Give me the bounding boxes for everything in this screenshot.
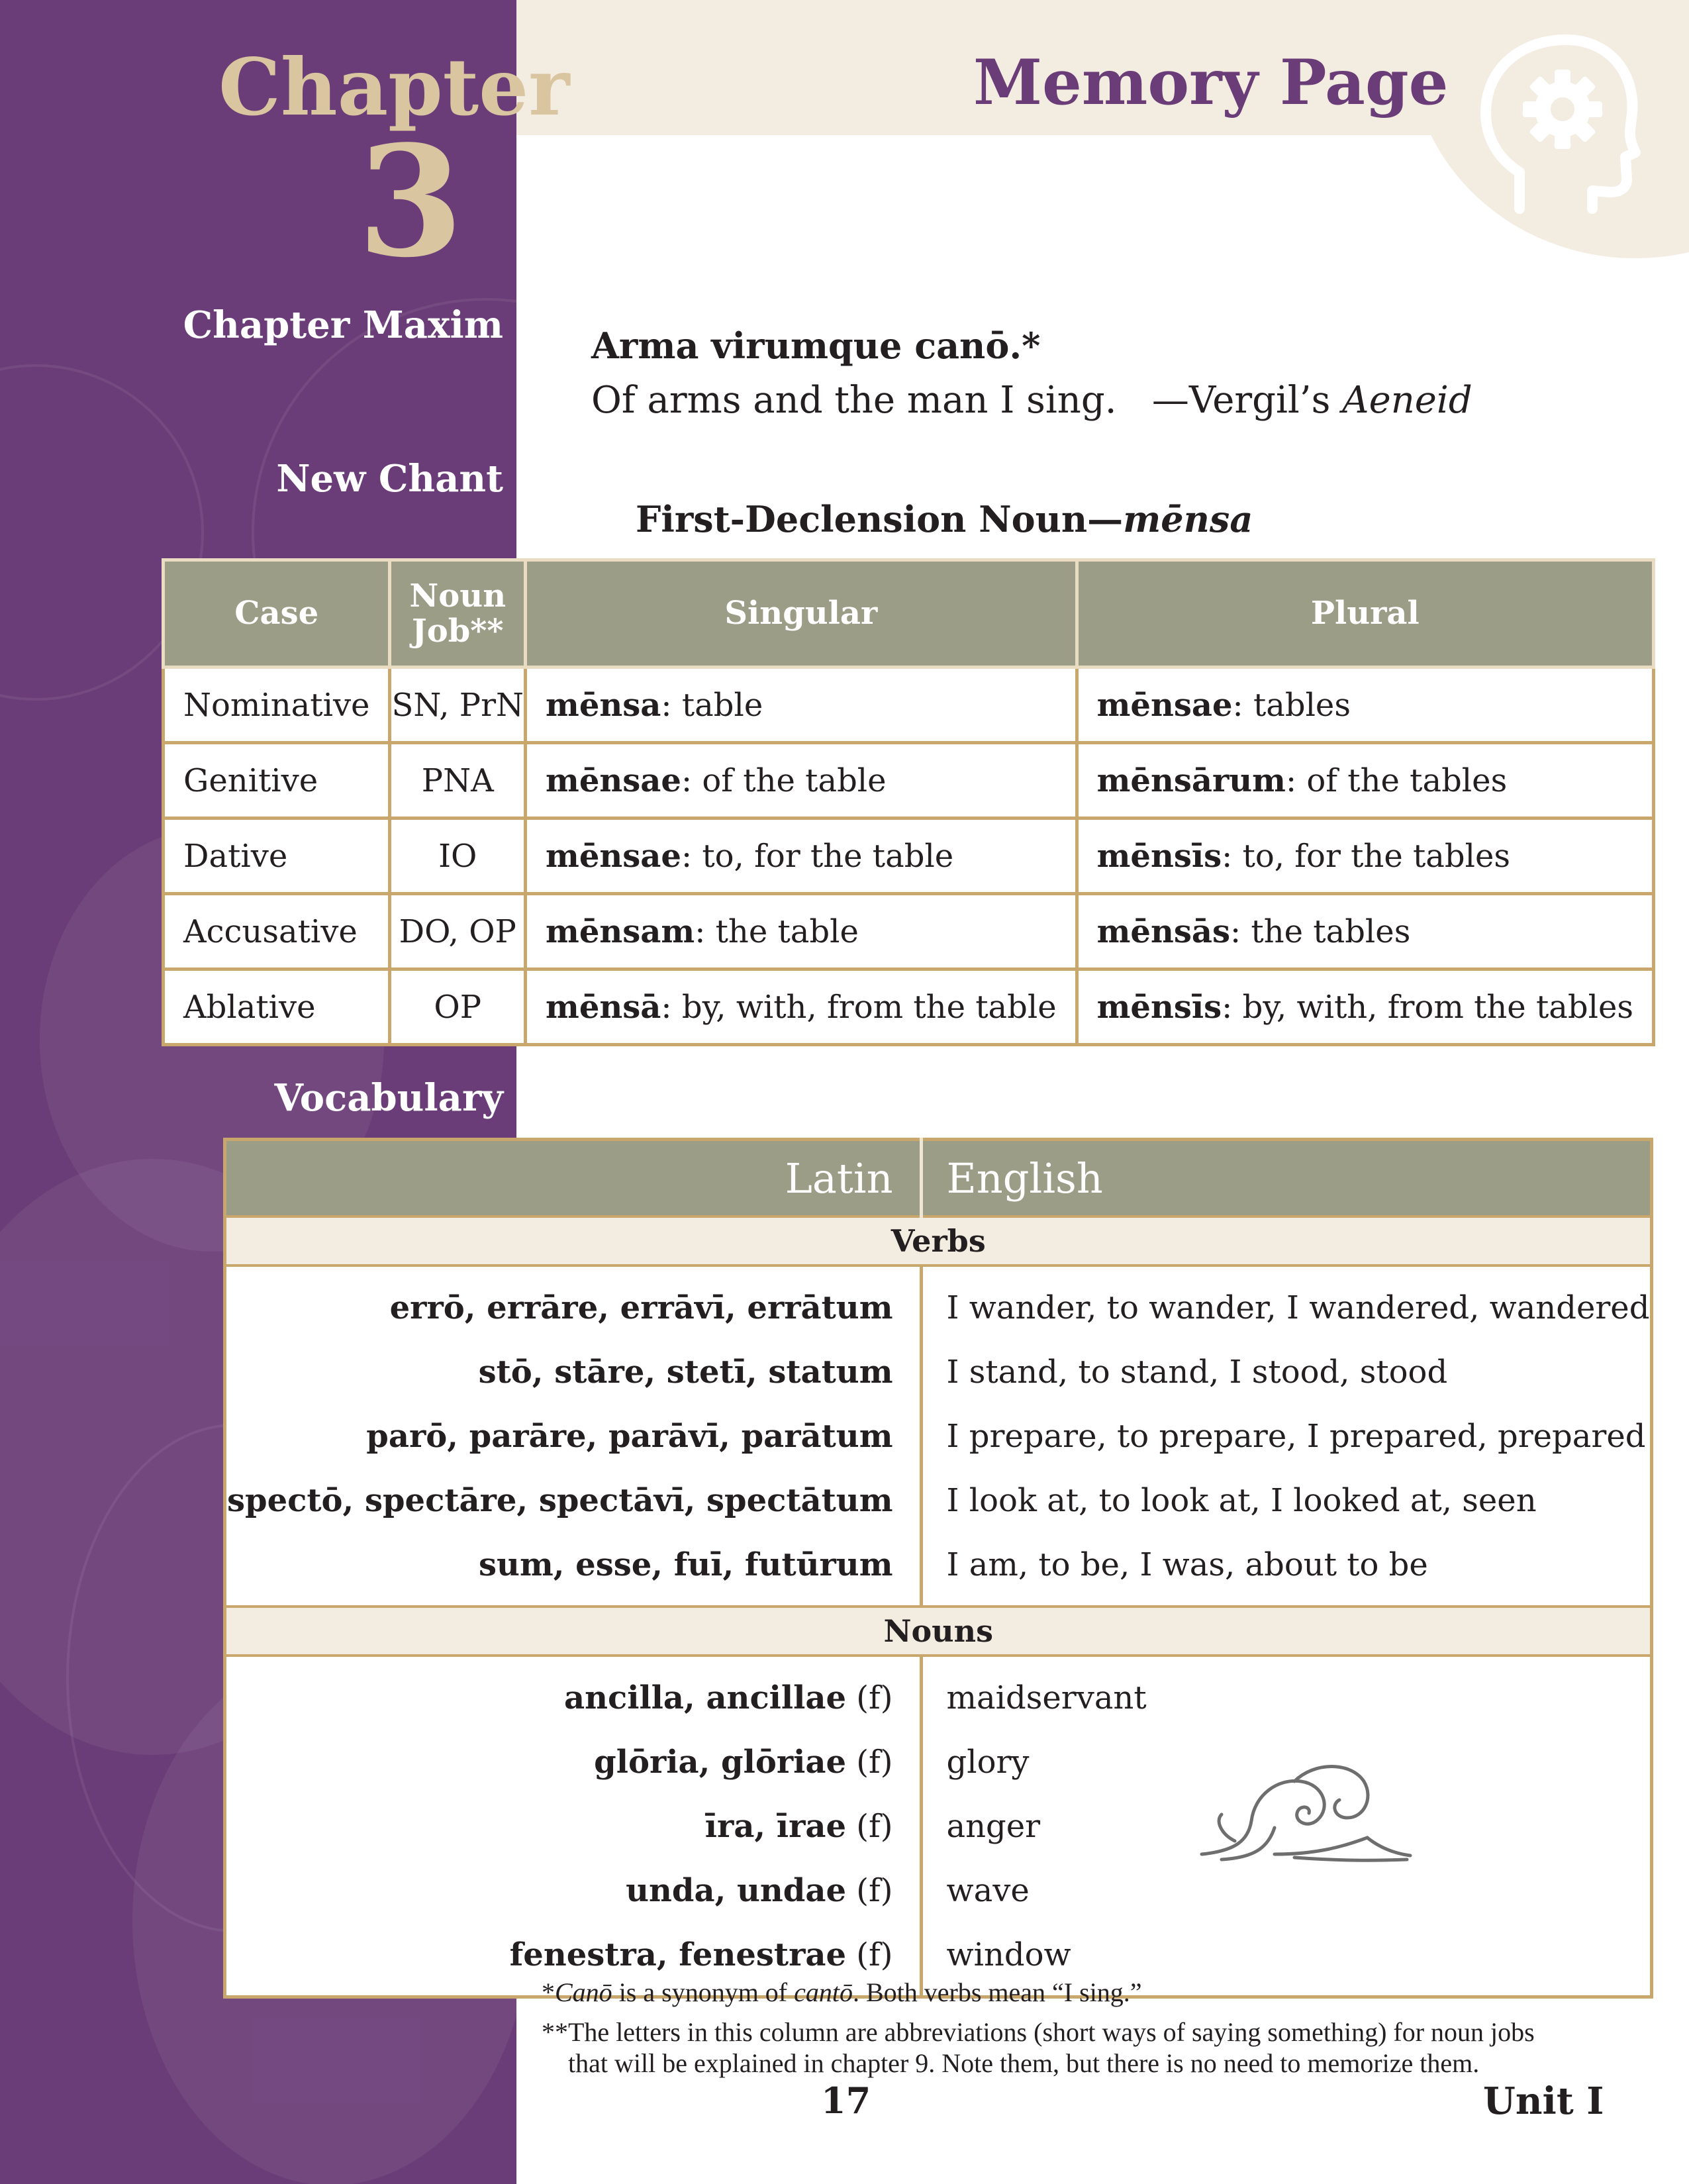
vocabulary-header-row — [225, 1140, 1652, 1217]
header-singular: Singular — [526, 560, 1077, 668]
noun-gender: (f) — [846, 1871, 893, 1909]
vocab-row — [225, 1532, 1652, 1607]
job-cell: SN, PrN — [390, 668, 526, 743]
vocab-english: wave — [946, 1871, 1030, 1909]
maxim-source-title: Aeneid — [1342, 379, 1472, 422]
case-cell: Nominative — [164, 668, 390, 743]
singular-form: mēnsam — [546, 913, 695, 950]
singular-form: mēnsae — [546, 837, 681, 875]
header-noun-job — [390, 560, 526, 668]
case-cell: Dative — [164, 819, 390, 894]
wave-icon — [1195, 1755, 1414, 1867]
singular-meaning: : to, for the table — [681, 837, 954, 875]
vocab-english: I prepare, to prepare, I prepared, prepared — [946, 1417, 1646, 1455]
noun-gender: (f) — [846, 1679, 893, 1716]
job-cell: PNA — [390, 743, 526, 819]
singular-cell — [526, 743, 1077, 819]
maxim-translation: Of arms and the man I sing. — [591, 379, 1117, 422]
vocab-latin: spectō, spectāre, spectāvī, spectātum — [225, 1468, 922, 1532]
footnote-1-end: . Both verbs mean “I sing.” — [853, 1977, 1142, 2007]
vocab-row — [225, 1858, 1652, 1922]
noun-gender: (f) — [846, 1936, 893, 1973]
job-cell: DO, OP — [390, 894, 526, 969]
section-row-nouns — [225, 1607, 1652, 1656]
singular-meaning: : of the table — [681, 762, 887, 799]
case-cell: Accusative — [164, 894, 390, 969]
vocab-latin — [225, 1730, 922, 1794]
vocab-english: window — [946, 1936, 1071, 1973]
plural-form: mēnsārum — [1096, 762, 1286, 799]
job-cell: IO — [390, 819, 526, 894]
singular-cell — [526, 668, 1077, 743]
table-row — [164, 668, 1654, 743]
case-cell: Genitive — [164, 743, 390, 819]
maxim-source-prefix: —Vergil’s — [1151, 379, 1331, 422]
singular-cell — [526, 819, 1077, 894]
plural-cell — [1077, 969, 1653, 1045]
section-label-chant: New Chant — [276, 457, 503, 501]
plural-cell — [1077, 743, 1653, 819]
vocab-row — [225, 1468, 1652, 1532]
header-english: English — [921, 1140, 1652, 1217]
plural-meaning: : by, with, from the tables — [1222, 988, 1633, 1026]
vocab-english: I am, to be, I was, about to be — [946, 1546, 1428, 1583]
section-label-nouns: Nouns — [225, 1607, 1652, 1656]
singular-meaning: : the table — [695, 913, 859, 950]
declension-title — [636, 498, 1253, 540]
declension-title-text: First-Declension Noun— — [636, 498, 1124, 540]
vocab-latin: errō, errāre, errāvī, errātum — [225, 1266, 922, 1340]
vocabulary-table — [223, 1138, 1653, 1999]
vocab-english: I look at, to look at, I looked at, seen — [946, 1481, 1537, 1519]
chapter-label: Chapter — [218, 41, 570, 133]
singular-form: mēnsa — [546, 686, 661, 724]
table-row — [164, 969, 1654, 1045]
header-latin: Latin — [225, 1140, 922, 1217]
singular-cell — [526, 894, 1077, 969]
table-row — [164, 743, 1654, 819]
plural-form: mēnsīs — [1096, 988, 1222, 1026]
declension-title-word: mēnsa — [1123, 498, 1253, 540]
vocab-row — [225, 1656, 1652, 1730]
singular-meaning: : by, with, from the table — [661, 988, 1057, 1026]
plural-cell — [1077, 668, 1653, 743]
vocab-row — [225, 1794, 1652, 1858]
page-number: 17 — [821, 2079, 871, 2122]
noun-forms: ancilla, ancillae — [563, 1679, 847, 1716]
table-row — [164, 894, 1654, 969]
noun-forms: unda, undae — [626, 1871, 847, 1909]
declension-header-row — [164, 560, 1654, 668]
noun-forms: īra, īrae — [704, 1807, 847, 1845]
footnote-1-word2: cantō — [794, 1977, 853, 2007]
vocab-latin — [225, 1794, 922, 1858]
vocab-latin: stō, stāre, stetī, statum — [225, 1340, 922, 1404]
footnote-2-line2: that will be explained in chapter 9. Note them, but there is no need to memorize them. — [568, 2048, 1480, 2078]
page-title: Memory Page — [973, 46, 1449, 119]
vocab-row — [225, 1404, 1652, 1468]
footnote-1-word1: Canō — [555, 1977, 612, 2007]
job-cell: OP — [390, 969, 526, 1045]
plural-form: mēnsīs — [1096, 837, 1222, 875]
header-noun-job-line1: Noun — [409, 577, 507, 615]
vocab-latin: parō, parāre, parāvī, parātum — [225, 1404, 922, 1468]
section-label-maxim: Chapter Maxim — [183, 303, 503, 347]
plural-cell — [1077, 894, 1653, 969]
plural-meaning: : tables — [1232, 686, 1351, 724]
vocab-english: I wander, to wander, I wandered, wandered — [946, 1289, 1650, 1326]
singular-cell — [526, 969, 1077, 1045]
vocab-row — [225, 1340, 1652, 1404]
header-case: Case — [164, 560, 390, 668]
vocab-row — [225, 1266, 1652, 1340]
vocab-latin — [225, 1858, 922, 1922]
vocab-latin: sum, esse, fuī, futūrum — [225, 1532, 922, 1607]
plural-meaning: : to, for the tables — [1222, 837, 1511, 875]
plural-meaning: : the tables — [1230, 913, 1411, 950]
maxim-english — [591, 379, 1472, 422]
plural-meaning: : of the tables — [1285, 762, 1508, 799]
vocab-english: anger — [946, 1807, 1041, 1845]
vocab-row — [225, 1730, 1652, 1794]
noun-forms: glōria, glōriae — [594, 1743, 847, 1781]
footnote-1-mark: * — [542, 1977, 555, 2007]
table-row — [164, 819, 1654, 894]
vocab-latin — [225, 1656, 922, 1730]
header-plural: Plural — [1077, 560, 1653, 668]
singular-meaning: : table — [661, 686, 763, 724]
header-noun-job-line2: Job** — [412, 612, 504, 650]
head-gear-icon — [1473, 30, 1645, 215]
plural-cell — [1077, 819, 1653, 894]
singular-form: mēnsae — [546, 762, 681, 799]
section-label-verbs: Verbs — [225, 1216, 1652, 1266]
vocab-english: I stand, to stand, I stood, stood — [946, 1353, 1448, 1391]
plural-form: mēnsās — [1096, 913, 1230, 950]
plural-form: mēnsae — [1096, 686, 1233, 724]
footnote-1-mid: is a synonym of — [612, 1977, 795, 2007]
footnote-1 — [542, 1977, 1142, 2008]
noun-gender: (f) — [846, 1743, 893, 1781]
section-row-verbs — [225, 1216, 1652, 1266]
noun-forms: fenestra, fenestrae — [509, 1936, 847, 1973]
singular-form: mēnsā — [546, 988, 661, 1026]
unit-label: Unit I — [1483, 2079, 1604, 2123]
section-label-vocabulary: Vocabulary — [274, 1076, 503, 1120]
case-cell: Ablative — [164, 969, 390, 1045]
footnote-2-line1: **The letters in this column are abbreviations (short ways of saying something) for noun jobs — [542, 2017, 1535, 2047]
chapter-number: 3 — [358, 113, 464, 291]
maxim-latin: Arma virumque canō.* — [591, 324, 1041, 367]
vocab-english: maidservant — [946, 1679, 1147, 1716]
vocab-english: glory — [946, 1743, 1030, 1781]
declension-table — [162, 558, 1655, 1046]
noun-gender: (f) — [846, 1807, 893, 1845]
